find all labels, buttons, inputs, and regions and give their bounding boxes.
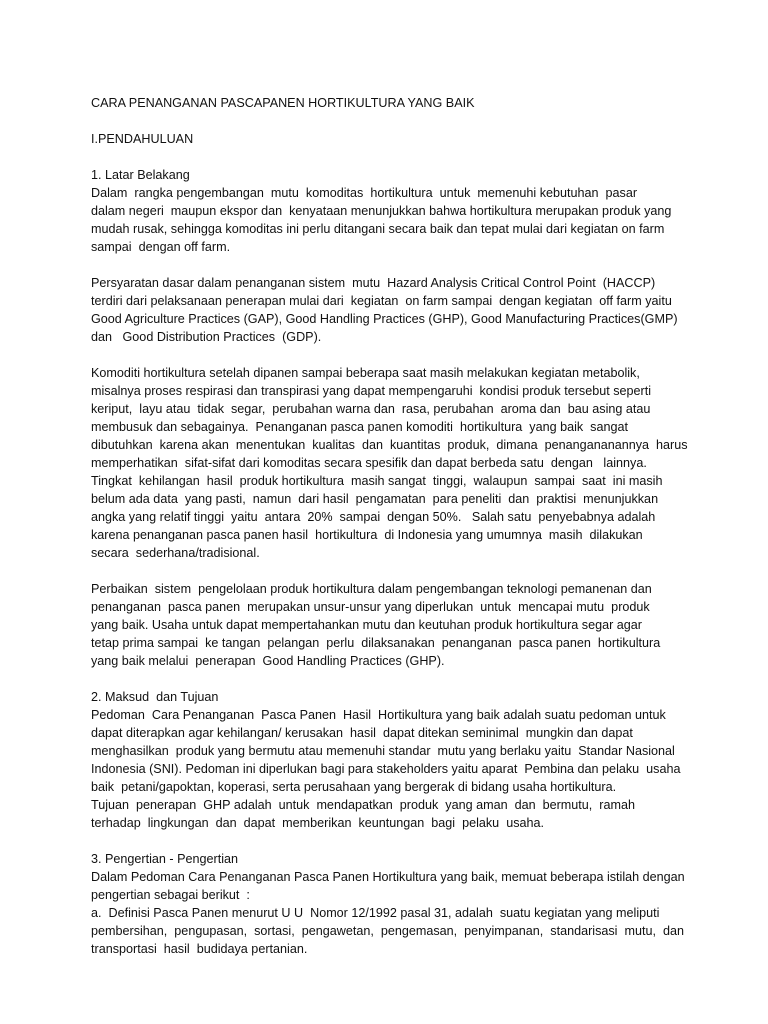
blank-line: [91, 832, 691, 850]
subsection-heading-pengertian: 3. Pengertian - Pengertian: [91, 852, 239, 866]
paragraph-line: a. Definisi Pasca Panen menurut U U Nomor 12/1992 pasal 31, adalah suatu kegiatan yang meliputi: [91, 906, 660, 920]
blank-line: [91, 148, 691, 166]
paragraph-line: mudah rusak, sehingga komoditas ini perlu ditangani secara baik dan tepat mulai dari kegiatan on farm: [91, 222, 665, 236]
paragraph-line: terhadap lingkungan dan dapat memberikan keuntungan bagi pelaku usaha.: [91, 816, 544, 830]
paragraph-pengertian: [91, 868, 691, 958]
paragraph-line: pengertian sebagai berikut :: [91, 888, 250, 902]
blank-line: [91, 670, 691, 688]
paragraph-line: penanganan pasca panen merupakan unsur-unsur yang diperlukan untuk mencapai mutu produk: [91, 600, 650, 614]
paragraph-latar-belakang-3: [91, 364, 691, 562]
paragraph-line: dan Good Distribution Practices (GDP).: [91, 330, 322, 344]
paragraph-line: Perbaikan sistem pengelolaan produk hortikultura dalam pengembangan teknologi pemanenan dan: [91, 582, 652, 596]
paragraph-line: membusuk dan sebagainya. Penanganan pasca panen komoditi hortikultura yang baik sangat: [91, 420, 628, 434]
blank-line: [91, 346, 691, 364]
paragraph-line: memperhatikan sifat-sifat dari komoditas secara spesifik dan dapat berbeda satu dengan lainnya.: [91, 456, 647, 470]
paragraph-line: transportasi hasil budidaya pertanian.: [91, 942, 308, 956]
paragraph-line: secara sederhana/tradisional.: [91, 546, 260, 560]
paragraph-line: Good Agriculture Practices (GAP), Good Handling Practices (GHP), Good Manufacturing Practices(GMP): [91, 312, 678, 326]
paragraph-line: angka yang relatif tinggi yaitu antara 20% sampai dengan 50%. Salah satu penyebabnya adalah: [91, 510, 656, 524]
paragraph-line: misalnya proses respirasi dan transpirasi yang dapat mempengaruhi kondisi produk tersebut seperti: [91, 384, 652, 398]
paragraph-latar-belakang-2: [91, 274, 691, 346]
paragraph-line: keriput, layu atau tidak segar, perubahan warna dan rasa, perubahan aroma dan bau asing atau: [91, 402, 651, 416]
paragraph-line: Tujuan penerapan GHP adalah untuk mendapatkan produk yang aman dan bermutu, ramah: [91, 798, 635, 812]
paragraph-line: Tingkat kehilangan hasil produk hortikultura masih sangat tinggi, walaupun sampai saat ini masih: [91, 474, 663, 488]
paragraph-line: karena penanganan pasca panen hasil hortikultura di Indonesia yang umumnya masih dilakukan: [91, 528, 643, 542]
blank-line: [91, 256, 691, 274]
document-body: [91, 94, 691, 958]
subsection-heading-latar-belakang: 1. Latar Belakang: [91, 168, 190, 182]
subsection-heading-maksud-tujuan: 2. Maksud dan Tujuan: [91, 690, 219, 704]
paragraph-line: Dalam rangka pengembangan mutu komoditas hortikultura untuk memenuhi kebutuhan pasar: [91, 186, 638, 200]
paragraph-latar-belakang-1: [91, 184, 691, 256]
paragraph-line: tetap prima sampai ke tangan pelangan perlu dilaksanakan penanganan pasca panen hortikultura: [91, 636, 661, 650]
paragraph-line: dapat diterapkan agar kehilangan/ kerusakan hasil dapat ditekan seminimal mungkin dan dapat: [91, 726, 633, 740]
paragraph-line: pembersihan, pengupasan, sortasi, pengawetan, pengemasan, penyimpanan, standarisasi mutu, dan: [91, 924, 684, 938]
blank-line: [91, 112, 691, 130]
blank-line: [91, 562, 691, 580]
paragraph-line: Pedoman Cara Penanganan Pasca Panen Hasil Hortikultura yang baik adalah suatu pedoman untuk: [91, 708, 666, 722]
paragraph-maksud-tujuan: [91, 706, 691, 832]
paragraph-line: menghasilkan produk yang bermutu atau memenuhi standar mutu yang berlaku yaitu Standar Nasional: [91, 744, 675, 758]
paragraph-latar-belakang-4: [91, 580, 691, 670]
paragraph-line: dalam negeri maupun ekspor dan kenyataan menunjukkan bahwa hortikultura merupakan produk yang: [91, 204, 672, 218]
section-heading: I.PENDAHULUAN: [91, 132, 194, 146]
paragraph-line: terdiri dari pelaksanaan penerapan mulai dari kegiatan on farm sampai dengan kegiatan off farm yaitu: [91, 294, 672, 308]
paragraph-line: Dalam Pedoman Cara Penanganan Pasca Panen Hortikultura yang baik, memuat beberapa istilah dengan: [91, 870, 685, 884]
paragraph-line: Indonesia (SNI). Pedoman ini diperlukan bagi para stakeholders yaitu aparat Pembina dan pelaku usaha: [91, 762, 681, 776]
paragraph-line: Persyaratan dasar dalam penanganan sistem mutu Hazard Analysis Critical Control Point (HACCP): [91, 276, 656, 290]
paragraph-line: yang baik. Usaha untuk dapat mempertahankan mutu dan keutuhan produk hortikultura segar agar: [91, 618, 642, 632]
document-title: CARA PENANGANAN PASCAPANEN HORTIKULTURA YANG BAIK: [91, 96, 475, 110]
paragraph-line: baik petani/gapoktan, koperasi, serta perusahaan yang bergerak di bidang usaha hortikultura.: [91, 780, 617, 794]
paragraph-line: Komoditi hortikultura setelah dipanen sampai beberapa saat masih melakukan kegiatan metabolik,: [91, 366, 640, 380]
paragraph-line: dibutuhkan karena akan menentukan kualitas dan kuantitas produk, dimana penangananannya harus: [91, 438, 688, 452]
paragraph-line: sampai dengan off farm.: [91, 240, 231, 254]
paragraph-line: yang baik melalui penerapan Good Handling Practices (GHP).: [91, 654, 445, 668]
paragraph-line: belum ada data yang pasti, namun dari hasil pengamatan para peneliti dan praktisi menunjukkan: [91, 492, 659, 506]
